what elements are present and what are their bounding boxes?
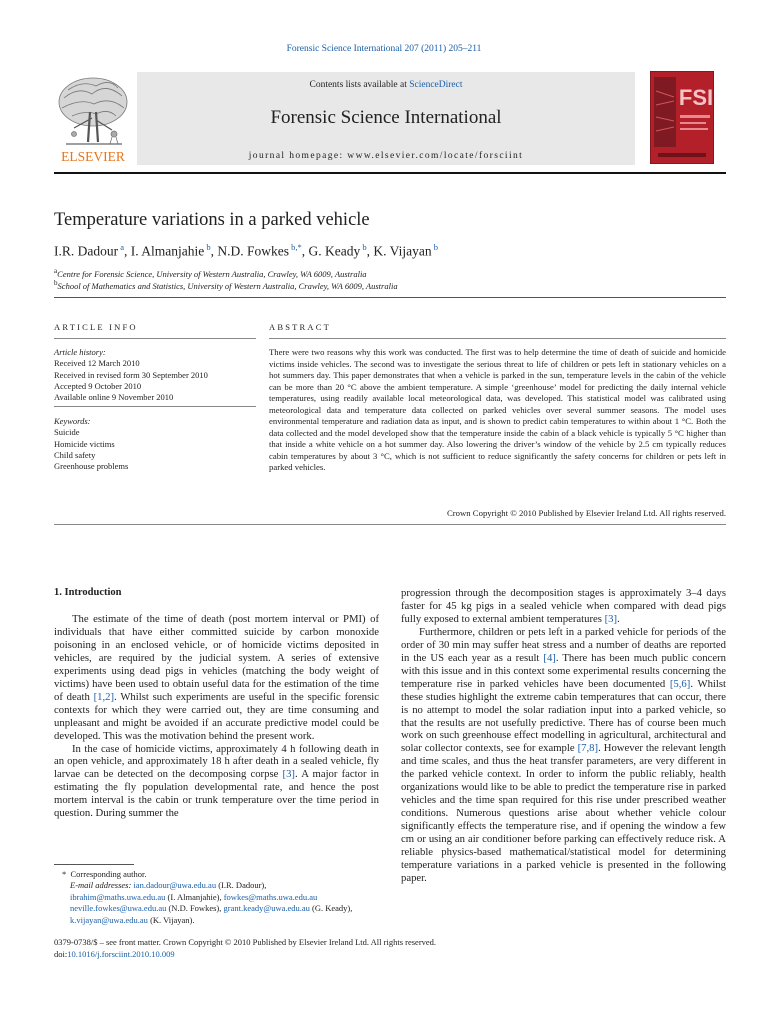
citation-link[interactable]: [7,8] xyxy=(577,742,599,755)
header-rule xyxy=(54,172,726,174)
email-link[interactable]: fowkes@maths.uwa.edu.au xyxy=(223,891,318,902)
email-owner: (I. Almanjahie), xyxy=(165,891,224,902)
author-name: I. Almanjahie xyxy=(130,243,205,259)
author-name: K. Vijayan xyxy=(373,243,432,259)
abstract-rule xyxy=(269,338,726,339)
article-history xyxy=(54,347,208,403)
paragraph: In the case of homicide victims, approximately 4 h following death in an open vehicle, and approximately 18 h after death in a sealed vehicle, fly larvae can be detected on the decomposing corpse [3]. A major factor in estimating the fly population developmental rate, and hence the post mortem interval is the cabin or trunk temperature over the time period in question. During summer the xyxy=(54,742,379,820)
citation-link[interactable]: [1,2] xyxy=(93,690,115,703)
journal-name: Forensic Science International xyxy=(270,107,502,128)
email-label: E-mail addresses: xyxy=(70,880,134,891)
doi-prefix: doi: xyxy=(54,948,68,959)
author-affiliation-marker[interactable]: b,* xyxy=(289,242,302,252)
author-affiliation-marker[interactable]: b xyxy=(204,242,211,252)
sciencedirect-link[interactable]: ScienceDirect xyxy=(409,80,463,90)
journal-cover-thumbnail[interactable] xyxy=(650,71,714,164)
author-name: G. Keady xyxy=(308,243,361,259)
keyword-item: Child safety xyxy=(54,449,96,460)
history-accepted: Accepted 9 October 2010 xyxy=(54,380,142,391)
citation-link[interactable]: [3] xyxy=(282,768,295,781)
email-owner: (G. Keady), xyxy=(309,903,353,914)
author-list: I.R. Dadour $^a$, I. Almanjahie $^b$, N.D. Fowkes $^{b,*}$, G. Keady $^b$, K. Vijayan $^b$ xyxy=(54,242,438,259)
keyword-item: Homicide victims xyxy=(54,438,115,449)
email-link[interactable]: ibrahim@maths.uwa.edu.au xyxy=(70,891,166,902)
body-column-left xyxy=(54,613,379,820)
abstract-text: There were two reasons why this work was conducted. The first was to help determine the time of death of suicide and homicide victims inside vehicles. The second was to investigate the serious threat to life of children or pets left in stationary vehicles on a hot summers day. This paper demonstrates that when a vehicle is parked in the sun, temperature levels in the cabin of the vehicle can be more than 20 °C above the ambient temperature. A simple ‘greenhouse’ model for predicting the daily internal vehicle temperatures, using readily available local meteorological data, was developed. This statistical model was calibrated using meteorological data and temperature data collected on parked vehicles over several summer seasons. The model uses environmental temperature and radiation data as input, and is shown to predict cabin temperatures to within about 1 °C. Both the data collected and the model developed show that the temperature inside the cabin of a black vehicle is typically 5 °C higher than that inside a white vehicle on a hot summer day. Also lowering the driver’s window of the vehicle by 2.5 cm typically reduces cabin temperatures by about 3 °C, which is not sufficient to reduce significantly the safety concerns for children or pets left in parked vehicles. xyxy=(269,347,726,473)
elsevier-logo xyxy=(52,72,134,162)
email-link[interactable]: ian.dadour@uwa.edu.au xyxy=(133,880,217,891)
citation-link[interactable]: [5,6] xyxy=(669,677,691,690)
elsevier-tree-icon xyxy=(52,72,134,162)
title-rule xyxy=(54,297,726,298)
footnote xyxy=(54,869,379,926)
email-link[interactable]: neville.fowkes@uwa.edu.au xyxy=(70,903,167,914)
history-label: Article history: xyxy=(54,347,106,357)
citation-link[interactable]: [4] xyxy=(543,651,556,664)
author-affiliation-marker[interactable]: b xyxy=(431,242,438,252)
email-owner: (K. Vijayan). xyxy=(147,914,195,925)
author-name: N.D. Fowkes xyxy=(217,243,290,259)
history-online: Available online 9 November 2010 xyxy=(54,392,174,403)
email-owner: (I.R. Dadour), xyxy=(216,880,267,891)
paragraph: progression through the decomposition stages is approximately 3–4 days faster for 45 kg pigs in a sealed vehicle when compared with dead pigs fully exposed to external ambient temperatures [3]. xyxy=(401,587,726,625)
email-link[interactable]: k.vijayan@uwa.edu.au xyxy=(70,914,148,925)
email-list xyxy=(54,880,379,926)
doi-link[interactable]: 10.1016/j.forsciint.2010.10.009 xyxy=(67,948,175,959)
history-received: Received 12 March 2010 xyxy=(54,358,140,369)
front-matter-footer xyxy=(54,937,436,961)
journal-reference[interactable]: Forensic Science International 207 (2011) 205–211 xyxy=(286,44,482,54)
abstract-copyright: Crown Copyright © 2010 Published by Elsevier Ireland Ltd. All rights reserved. xyxy=(446,508,726,518)
article-info-rule xyxy=(54,338,256,339)
body-column-right xyxy=(401,587,726,885)
author-affiliation-marker[interactable]: b xyxy=(360,242,367,252)
affiliation-b: $^b$School of Mathematics and Statistics, University of Western Australia, Crawley, WA 6009, Australia xyxy=(54,279,398,291)
citation-link[interactable]: [3] xyxy=(604,612,618,625)
author-name: I.R. Dadour xyxy=(54,243,119,259)
footnote-rule xyxy=(54,864,134,865)
paragraph: Furthermore, children or pets left in a parked vehicle for periods of the order of 30 min may suffer heat stress and a number of deaths are reported in the US each year as a result [4]. There has been much public concern with this issue and in this context some experimental results concerning the temperature rise in parked vehicles have been documented [5,6]. Whilst these studies highlight the extreme cabin temperatures that can occur, there is no attempt to model the solar radiation input into a parked vehicle, so that the results are not usefully predictive. There has of course been much work on such greenhouse effect modelling in agricultural, architectural and solar collector contexts, see for example [7,8]. However the relevant length and time scales, and thus the heat transfer parameters, are very different in the parked vehicle context. In order to inform the public reliably, health organizations would like to be able to predict the temperature rise in parked vehicles and the time span required for this rise under prescribed weather conditions. Numerous questions arise about whether vehicle colour significantly effects the temperature rise, and if opening the window a few cm or using an air conditioner before parking can effectively reduce risk. A reliable physics-based mathematical/statistical model for determining temperature variations in a parked vehicle is presented in the following paper. xyxy=(401,625,726,884)
abstract-heading: ABSTRACT xyxy=(269,322,331,332)
svg-text:ELSEVIER: ELSEVIER xyxy=(61,149,125,162)
journal-homepage[interactable]: journal homepage: www.elsevier.com/locate/forsciint xyxy=(248,151,524,161)
contents-prefix: Contents lists available at xyxy=(309,80,410,90)
issn-line: 0379-0738/$ – see front matter. Crown Copyright © 2010 Published by Elsevier Ireland Ltd. All rights reserved. xyxy=(54,937,437,947)
email-link[interactable]: grant.keady@uwa.edu.au xyxy=(223,903,310,914)
contents-line xyxy=(137,80,635,90)
corresponding-author: Corresponding author. xyxy=(70,869,147,879)
article-title: Temperature variations in a parked vehicle xyxy=(54,210,370,230)
keywords-rule xyxy=(54,406,256,407)
email-owner: (N.D. Fowkes), xyxy=(166,903,224,914)
affiliation-a: $^a$Centre for Forensic Science, University of Western Australia, Crawley, WA 6009, Australia xyxy=(54,267,367,279)
cover-image xyxy=(650,71,714,164)
keyword-item: Greenhouse problems xyxy=(54,461,129,472)
article-info-heading: ARTICLE INFO xyxy=(54,322,138,332)
svg-text:FSI: FSI xyxy=(678,85,714,110)
abstract-bottom-rule xyxy=(54,524,726,525)
keywords-label: Keywords: xyxy=(54,416,91,426)
keywords xyxy=(54,416,128,472)
author-affiliation-marker[interactable]: a xyxy=(118,242,125,252)
paragraph: The estimate of the time of death (post mortem interval or PMI) of individuals that have either committed suicide by carbon monoxide poisoning in an enclosed vehicle, or of homicide victims deposited in vehicles, are required by the judicial system. A series of extensive experiments using dead pigs in vehicles (matching the body weight of victims) have been used to obtain useful data for the estimation of the time of death [1,2]. Whilst such experiments are useful in the specific forensic contexts for which they were carried out, they are time consuming and unpleasant and might be avoided if an accurate predictive model could be developed. This was the motivation behind the present work. xyxy=(54,613,379,742)
section-heading: 1. Introduction xyxy=(54,587,122,598)
keyword-item: Suicide xyxy=(54,427,80,438)
history-revised: Received in revised form 30 September 2010 xyxy=(54,369,208,380)
footnote-star: * xyxy=(62,869,67,879)
